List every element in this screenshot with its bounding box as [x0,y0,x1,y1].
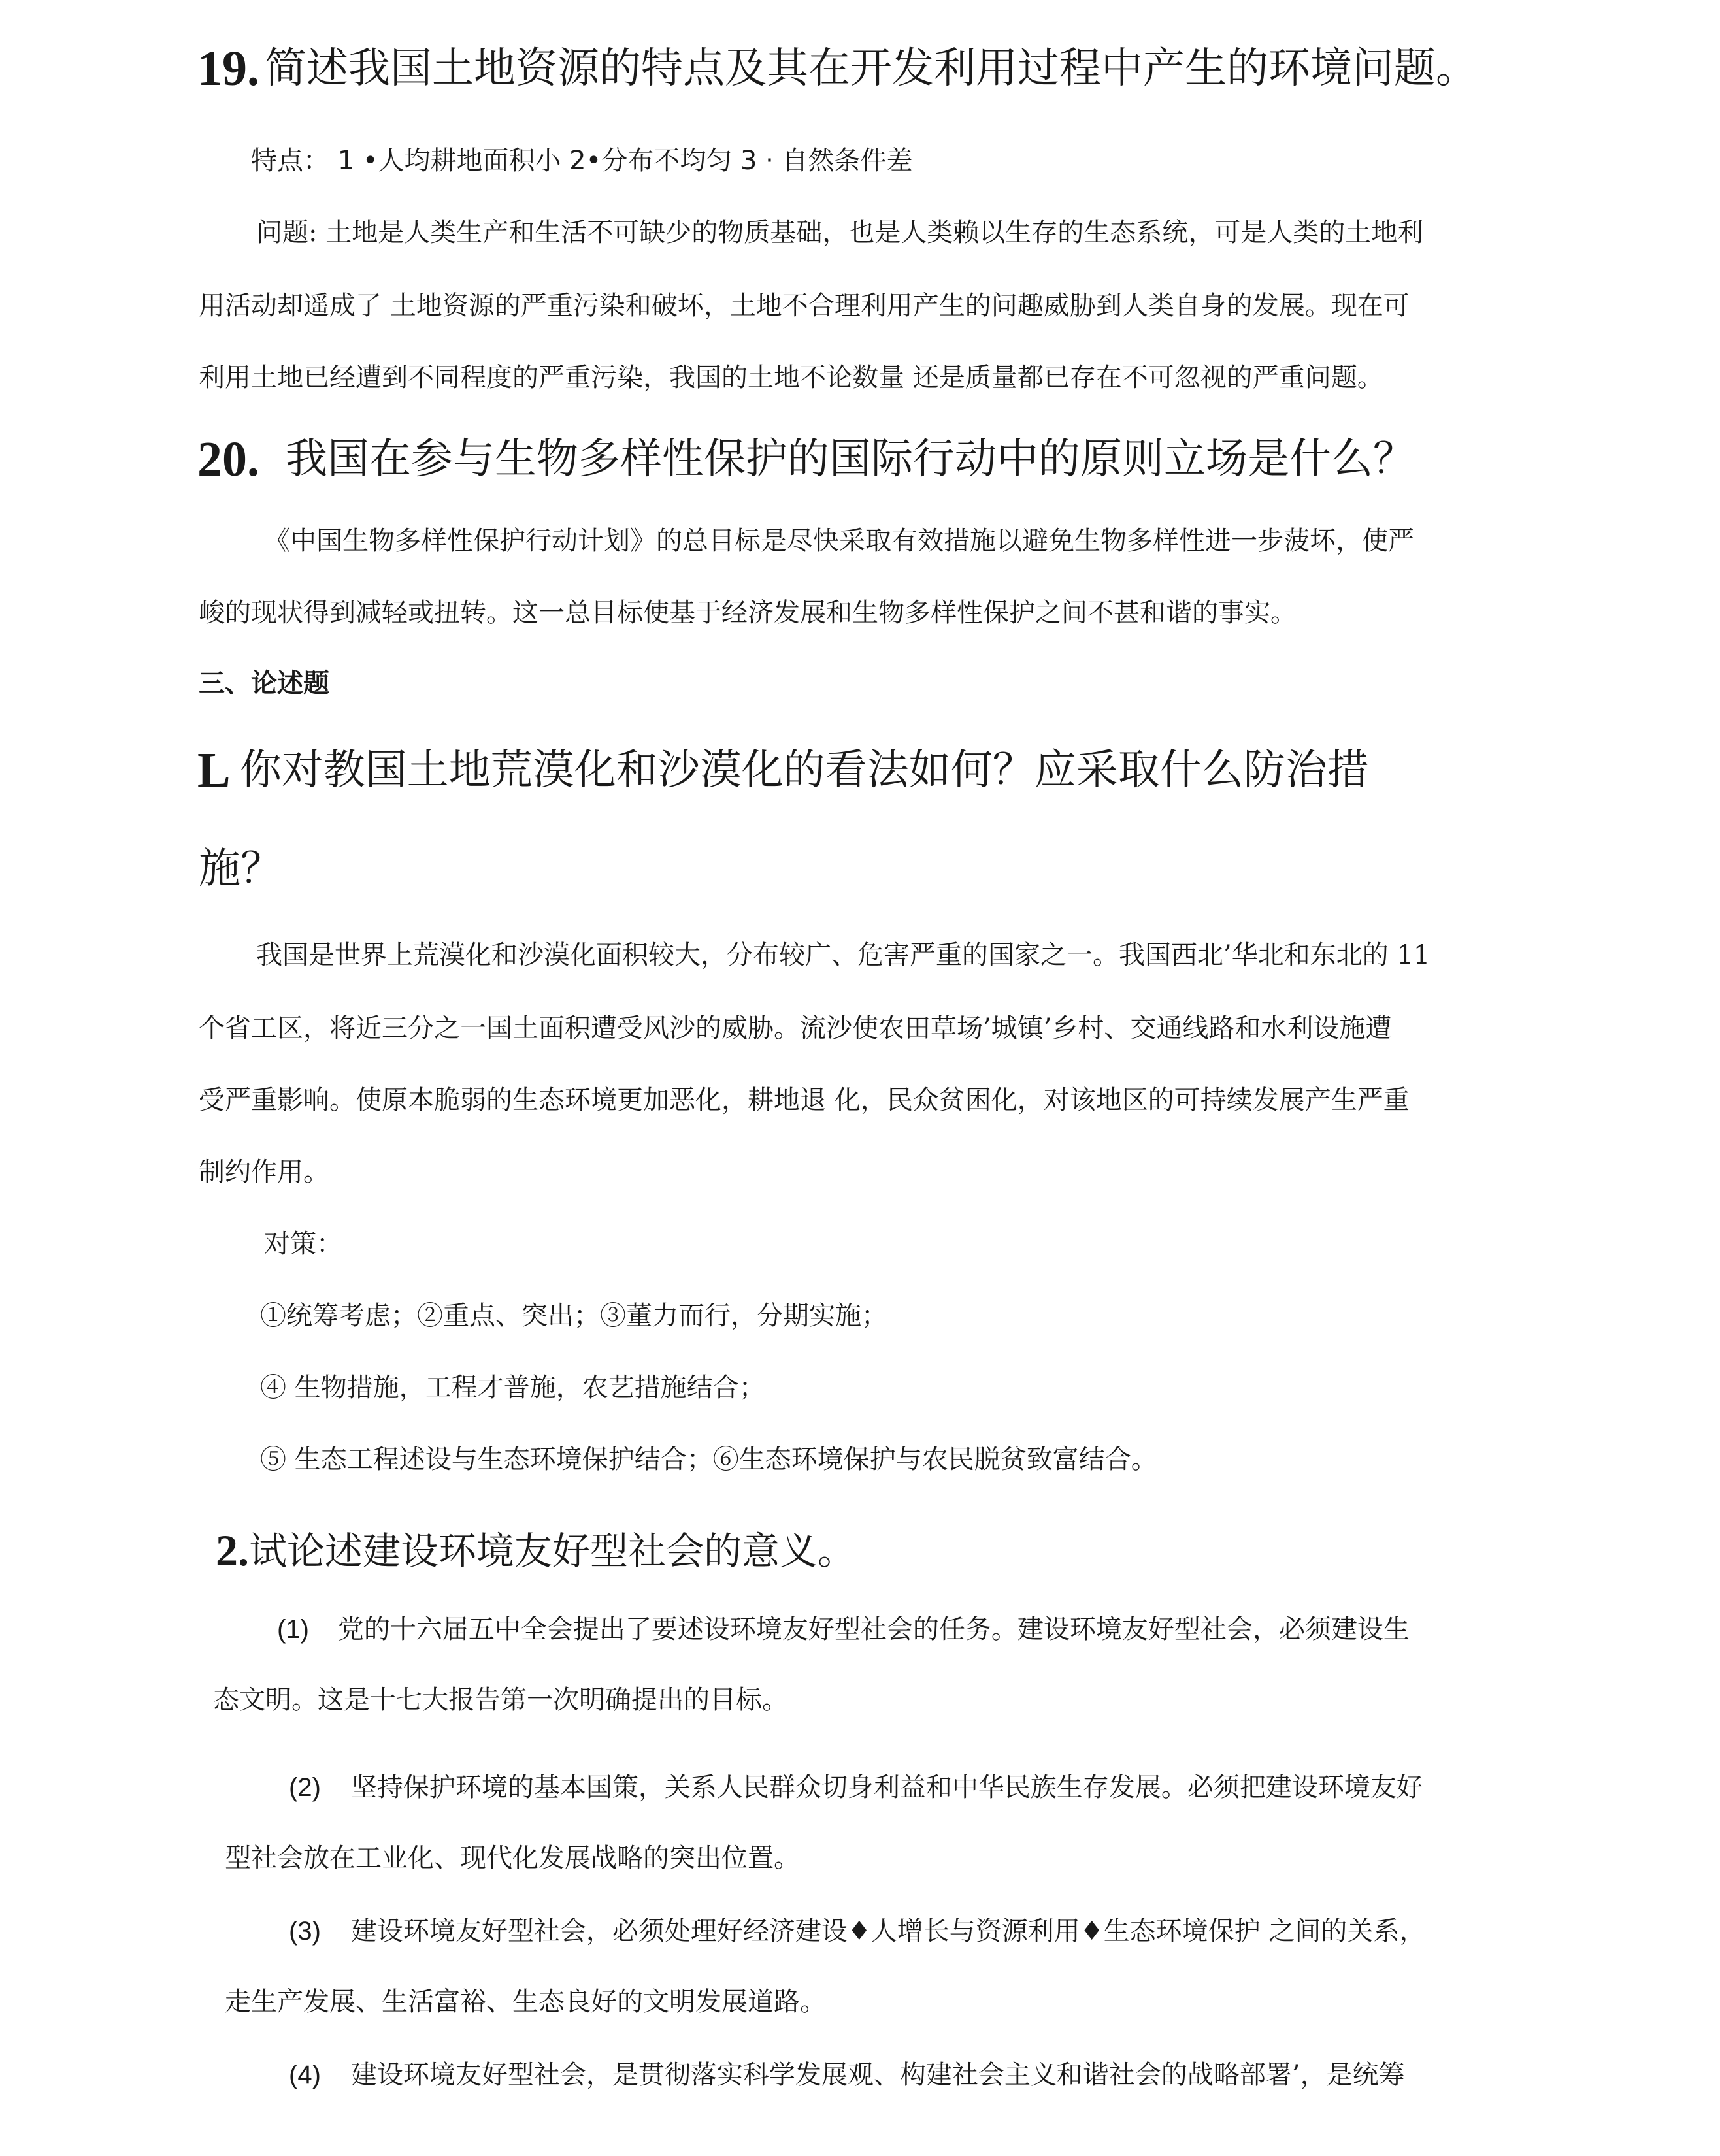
q20-title: 我国在参与生物多样性保护的国际行动中的原则立场是什么？ [286,435,1415,483]
essay1-line-1: 我国是世界上荒漠化和沙漠化面积较大，分布较广、危害严重的国家之一。我国西北’华北和东北的 11 [256,940,1431,970]
item-line-1: 建设环境友好型社会，是贯彻落实科学发展观、构建社会主义和谐社会的战略部署’，是统筹 [350,2060,1405,2090]
q19-problem-line-1: 问题: 土地是人类生产和生活不可缺少的物质基础，也是人类赖以生存的生态系统，可是人类的土地利 [256,218,1424,248]
q19-problem-line-2: 用活动却遥成了 土地资源的严重污染和破坏，土地不合理利用产生的问趣威胁到人类自身的发展。现在可 [199,291,1410,321]
essay2-heading [216,1525,855,1576]
essay1-title-line-1: 你对教国土地荒漠化和沙漠化的看法如何？应采取什么防治措 [239,746,1369,794]
essay1-line-4: 制约作用。 [199,1157,329,1187]
q20-number: 20. [197,432,259,487]
item-line-1: 建设环境友好型社会，必须处理好经济建设♦人增长与资源利用♦生态环境保护 之间的关系， [350,1916,1426,1946]
essay2-item-2 [289,1773,1423,1803]
essay2-item-1 [277,1615,1410,1644]
essay2-title: 试论述建设环境友好型社会的意义。 [249,1529,856,1573]
item-number: (3) [289,1917,321,1946]
essay1-line-3: 受严重影响。使原本脆弱的生态环境更加恶化，耕地退 化，民众贫困化，对该地区的可持续发展产生严重 [199,1085,1410,1115]
essay2-item-3-line-2: 走生产发展、生活富裕、生态良好的文明发展道路。 [225,1987,826,2017]
q19-problem-line-3: 利用土地已经遭到不同程度的严重污染，我国的土地不论数量 还是质量都已存在不可忽视的严重问题。 [199,363,1383,393]
q19-title: 简述我国土地资源的特点及其在开发利用过程中产生的环境问题。 [265,44,1478,93]
q20-line-1: 《中国生物多样性保护行动计划》的总目标是尽快采取有效措施以避免生物多样性进一步菠坏，使严 [264,526,1414,556]
measures-line-3: ⑤ 生态工程述设与生态环境保护结合；⑥生态环境保护与农民脱贫致富结合。 [260,1445,1157,1475]
q19-heading [197,41,1478,97]
essay2-item-4 [289,2061,1405,2090]
q19-features: 特点： 1 •人均耕地面积小 2•分布不均匀 3 · 自然条件差 [251,146,913,176]
essay2-item-2-line-2: 型社会放在工业化、现代化发展战略的突出位置。 [225,1843,800,1873]
essay2-number: 2. [216,1526,249,1575]
essay1-title-line-2: 施？ [199,845,282,893]
essay2-item-3 [289,1917,1425,1946]
item-line-1: 党的十六届五中全会提出了要述设环境友好型社会的任务。建设环境友好型社会，必须建设生 [337,1614,1410,1644]
essay1-number: L [197,743,231,798]
item-line-1: 坚持保护环境的基本国策，关系人民群众切身利益和中华民族生存发展。必须把建设环境友好 [350,1772,1423,1803]
measures-label: 对策： [264,1229,342,1259]
item-number: (1) [277,1615,309,1644]
section-title: 三、论述题 [199,668,329,698]
measures-line-1: ①统筹考虑；②重点、突出；③董力而行，分期实施； [260,1301,887,1331]
item-number: (2) [289,1773,321,1802]
essay1-line-2: 个省工区，将近三分之一国土面积遭受风沙的威胁。流沙使农田草场’城镇’乡村、交通线路和水利设施遭 [199,1013,1392,1043]
item-number: (4) [289,2061,321,2089]
q20-heading [197,431,1415,488]
essay2-item-1-line-2: 态文明。这是十七大报告第一次明确提出的目标。 [213,1685,788,1715]
q19-number: 19. [197,41,259,96]
essay1-heading [197,742,1369,799]
q20-line-2: 峻的现状得到减轻或扭转。这一总目标使基于经济发展和生物多样性保护之间不甚和谐的事实。 [199,598,1297,628]
measures-line-2: ④ 生物措施，工程才普施，农艺措施结合； [260,1373,765,1403]
